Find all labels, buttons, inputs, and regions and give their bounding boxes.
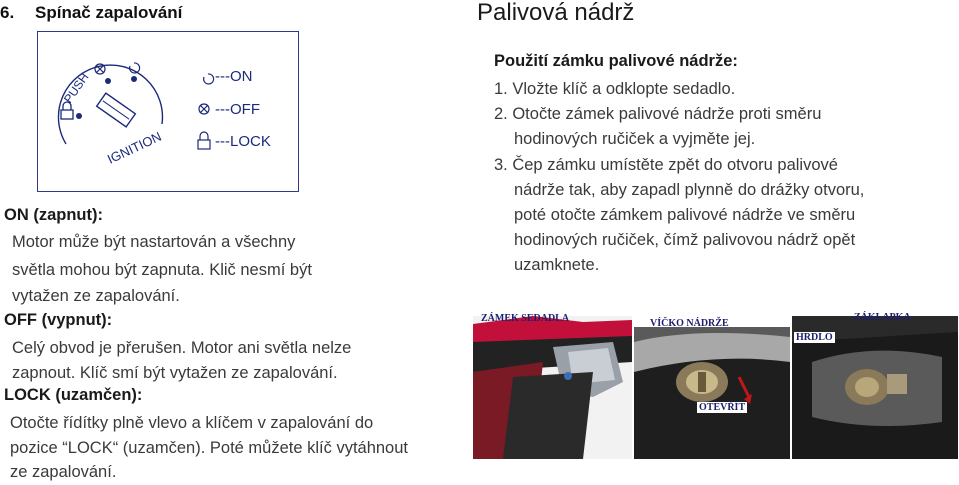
legend-lock: ---LOCK bbox=[215, 133, 271, 150]
on-line-2: světla mohou být zapnuta. Klič nesmí být bbox=[12, 261, 312, 279]
on-line-1: Motor může být nastartován a všechny bbox=[12, 233, 296, 251]
label-open: OTEVŘÍT bbox=[699, 402, 746, 413]
step-line: 3. Čep zámku umístěte zpět do otvoru palivové bbox=[494, 156, 838, 174]
label-neck: HRDLO bbox=[796, 332, 833, 343]
off-line-1: Celý obvod je přerušen. Motor ani světla nelze bbox=[12, 339, 352, 357]
legend-on: ---ON bbox=[215, 68, 253, 85]
lock-heading: LOCK (uzamčen): bbox=[4, 386, 143, 404]
tank-cap-photo bbox=[634, 302, 790, 459]
lock-line-1: Otočte řídítky plně vlevo a klíčem v zapalování do bbox=[10, 414, 374, 432]
ignition-diagram bbox=[37, 31, 299, 192]
on-line-3: vytažen ze zapalování. bbox=[12, 287, 180, 305]
step-line: 1. Vložte klíč a odklopte sedadlo. bbox=[494, 80, 736, 98]
ignition-label: IGNITION bbox=[104, 128, 164, 167]
label-tank-cap: VÍČKO NÁDRŽE bbox=[650, 318, 729, 329]
tank-neck-photo bbox=[792, 302, 958, 459]
on-heading: ON (zapnut): bbox=[4, 206, 103, 224]
label-latch: ZÁKLAPKA bbox=[854, 312, 911, 323]
off-heading: OFF (vypnut): bbox=[4, 311, 113, 329]
step-line: hodinových ručiček a vyjměte jej. bbox=[514, 130, 756, 148]
page-title: Palivová nádrž bbox=[477, 0, 635, 26]
step-line: 2. Otočte zámek palivové nádrže proti směru bbox=[494, 105, 822, 123]
lock-line-3: ze zapalování. bbox=[10, 463, 117, 481]
step-line: poté otočte zámkem palivové nádrže ve směru bbox=[514, 206, 856, 224]
lock-line-2: pozice “LOCK“ (uzamčen). Poté můžete klíč vytáhnout bbox=[10, 439, 408, 457]
step-line: nádrže tak, aby zapadl plynně do drážky otvoru, bbox=[514, 181, 865, 199]
section-title: Spínač zapalování bbox=[35, 3, 183, 22]
subheading: Použití zámku palivové nádrže: bbox=[494, 52, 738, 70]
off-line-2: zapnout. Klíč smí být vytažen ze zapalování. bbox=[12, 364, 338, 382]
legend-off: ---OFF bbox=[215, 101, 260, 118]
label-seat-lock: ZÁMEK SEDADLA bbox=[481, 313, 570, 324]
seat-lock-photo bbox=[473, 302, 632, 459]
push-label: PUSH bbox=[60, 70, 92, 106]
step-line: hodinových ručiček, čímž palivovou nádrž opět bbox=[514, 231, 856, 249]
section-number: 6. bbox=[0, 3, 15, 22]
step-line: uzamknete. bbox=[514, 256, 600, 274]
